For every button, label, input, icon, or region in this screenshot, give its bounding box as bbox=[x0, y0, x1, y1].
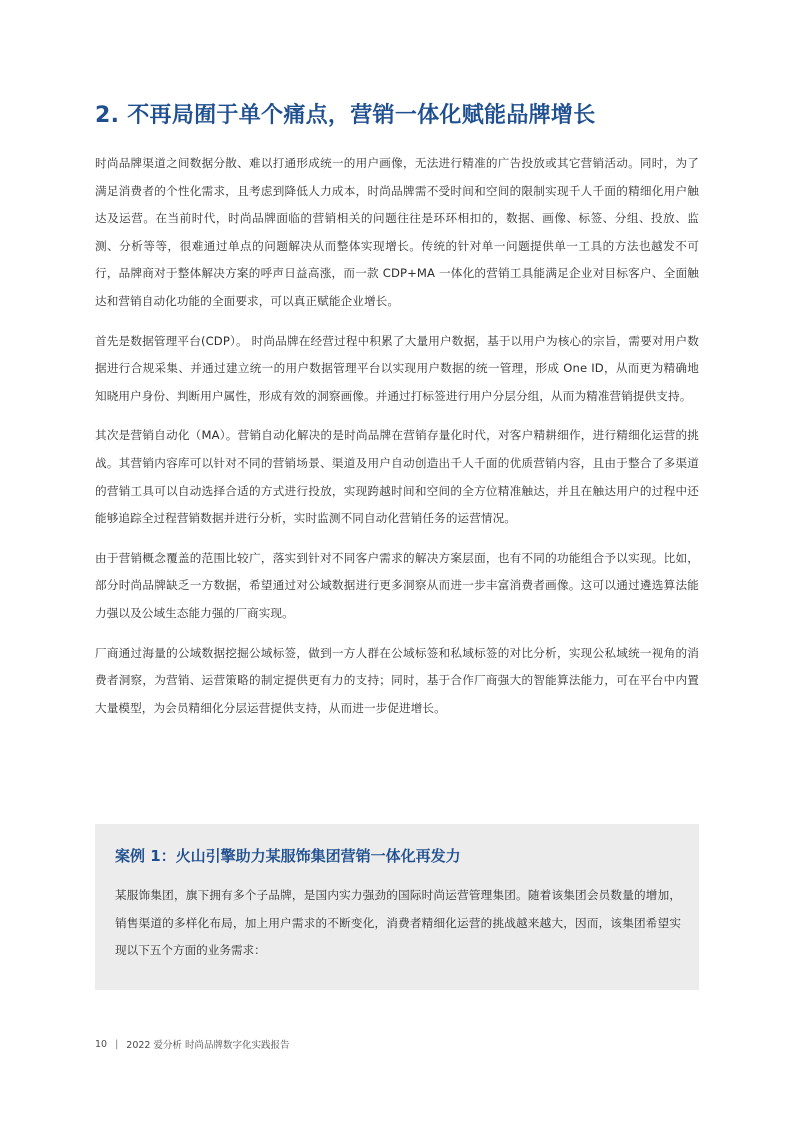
body-text bbox=[95, 150, 699, 734]
report-name: 2022 爱分析 时尚品牌数字化实践报告 bbox=[126, 1040, 290, 1051]
section-title: 2. 不再局囿于单个痛点，营销一体化赋能品牌增长 bbox=[95, 103, 596, 128]
paragraph-overview: 时尚品牌渠道之间数据分散、难以打通形成统一的用户画像，无法进行精准的广告投放或其它营销活动。同时，为了满足消费者的个性化需求，且考虑到降低人力成本，时尚品牌需不受时间和空间的限制实现千人千面的精细化用户触达及运营。在当前时代，时尚品牌面临的营销相关的问题往往是环环相扣的，数据、画像、标签、分组、投放、监测、分析等等，很难通过单点的问题解决从而整体实现增长。传统的针对单一问题提供单一工具的方法也越发不可行，品牌商对于整体解决方案的呼声日益高涨，而一款 CDP+MA 一体化的营销工具能满足企业对目标客户、全面触达和营销自动化功能的全面要求，可以真正赋能企业增长。 bbox=[95, 156, 699, 308]
paragraph-ma: 其次是营销自动化（MA）。营销自动化解决的是时尚品牌在营销存量化时代，对客户精耕细作，进行精细化运营的挑战。其营销内容库可以针对不同的营销场景、渠道及用户自动创造出千人千面的优质营销内容，且由于整合了多渠道的营销工具可以自动选择合适的方式进行投放，实现跨越时间和空间的全方位精准触达，并且在触达用户的过程中还能够追踪全过程营销数据并进行分析，实时监测不同自动化营销任务的运营情况。 bbox=[95, 428, 699, 526]
case-study-text: 某服饰集团，旗下拥有多个子品牌，是国内实力强劲的国际时尚运营管理集团。随着该集团会员数量的增加，销售渠道的多样化布局，加上用户需求的不断变化，消费者精细化运营的挑战越来越大，因而，该集团希望实现以下五个方面的业务需求： bbox=[115, 888, 681, 958]
page-number: 10 bbox=[95, 1038, 108, 1050]
paragraph-cdp: 首先是数据管理平台(CDP）。 时尚品牌在经营过程中积累了大量用户数据，基于以用户为核心的宗旨，需要对用户数据进行合规采集、并通过建立统一的用户数据管理平台以实现用户数据的统一管理，形成 One ID，从而更为精确地知晓用户身份、判断用户属性，形成有效的洞察画像。并通过打标签进行用户分层分组，从而为精准营销提供支持。 bbox=[95, 333, 699, 403]
case-study-title: 案例 1：火山引擎助力某服饰集团营销一体化再发力 bbox=[115, 847, 461, 865]
page-footer bbox=[95, 1037, 290, 1051]
paragraph-vendors: 厂商通过海量的公域数据挖掘公域标签，做到一方人群在公域标签和私域标签的对比分析，实现公私域统一视角的消费者洞察，为营销、运营策略的制定提供更有力的支持；同时，基于合作厂商强大的智能算法能力，可在平台中内置大量模型，为会员精细化分层运营提供支持，从而进一步促进增长。 bbox=[95, 645, 699, 715]
case-study-box bbox=[95, 824, 699, 990]
footer-separator: | bbox=[115, 1038, 119, 1050]
paragraph-solutions: 由于营销概念覆盖的范围比较广，落实到针对不同客户需求的解决方案层面，也有不同的功能组合予以实现。比如，部分时尚品牌缺乏一方数据，希望通过对公域数据进行更多洞察从而进一步丰富消费者画像。这可以通过遴选算法能力强以及公域生态能力强的厂商实现。 bbox=[95, 550, 699, 620]
